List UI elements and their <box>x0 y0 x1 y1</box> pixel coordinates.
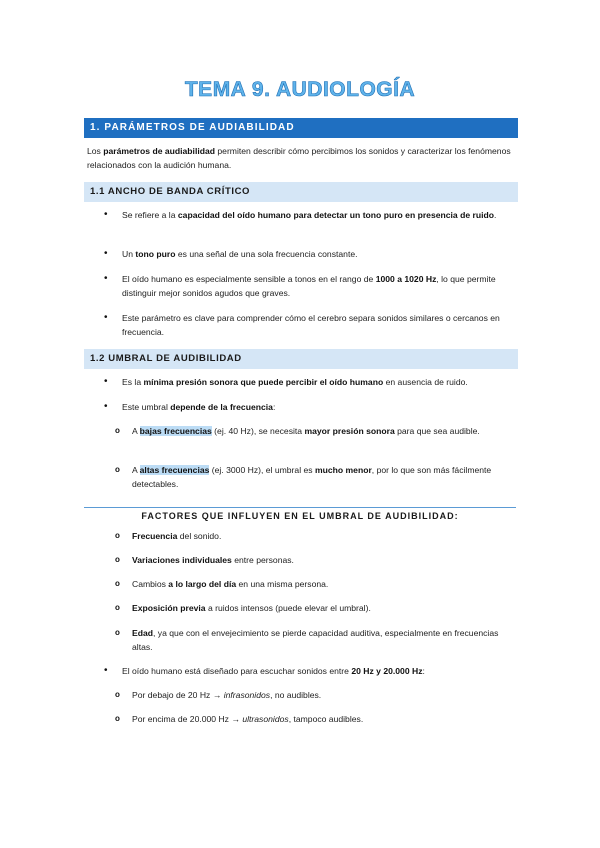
sub-list-item: o Frecuencia del sonido. <box>115 531 222 541</box>
sub-bullet-marker: o <box>115 555 120 564</box>
sub-bullet-marker: o <box>115 714 120 723</box>
list-item: • Este umbral depende de la frecuencia: <box>104 401 276 412</box>
sub-bullet-marker: o <box>115 628 120 637</box>
highlight: bajas frecuencias <box>139 426 212 436</box>
list-item: • Se refiere a la capacidad del oído humano para detectar un tono puro en presencia de ruido. <box>104 209 497 220</box>
sub-bullet-marker: o <box>115 531 120 540</box>
sub-list-item: o Por encima de 20.000 Hz → ultrasonidos, tampoco audibles. <box>115 714 364 724</box>
intro-paragraph: Los parámetros de audiabilidad permiten describir cómo percibimos los sonidos y caracterizar los fenómenos relacionados con la audición humana. <box>87 146 511 170</box>
sub-bullet-marker: o <box>115 465 120 474</box>
bullet-marker: • <box>104 665 108 676</box>
sub-list-item: o Exposición previa a ruidos intensos (puede elevar el umbral). <box>115 603 371 613</box>
bullet-marker: • <box>104 273 108 284</box>
subsection-header-umbral: 1.2 UMBRAL DE AUDIBILIDAD <box>84 349 518 369</box>
sub-list-item: o A altas frecuencias (ej. 3000 Hz), el umbral es mucho menor, por lo que son más fácilmente detectables. <box>115 465 492 489</box>
sub-bullet-marker: o <box>115 426 120 435</box>
bullet-marker: • <box>104 209 108 220</box>
bullet-marker: • <box>104 248 108 259</box>
bullet-marker: • <box>104 312 108 323</box>
sub-list-item: o Edad, ya que con el envejecimiento se pierde capacidad auditiva, especialmente en frecuencias altas. <box>115 628 499 652</box>
bullet-marker: • <box>104 401 108 412</box>
highlight: altas frecuencias <box>139 465 210 475</box>
sub-list-item: o Cambios a lo largo del día en una misma persona. <box>115 579 329 589</box>
sub-list-item: o Por debajo de 20 Hz → infrasonidos, no audibles. <box>115 690 322 700</box>
subsection-header-ancho-banda: 1.1 ANCHO DE BANDA CRÍTICO <box>84 182 518 202</box>
list-item: • El oído humano es especialmente sensible a tonos en el rango de 1000 a 1020 Hz, lo que permite distinguir mejor sonidos agudos que graves. <box>104 273 496 298</box>
list-item: • Un tono puro es una señal de una sola frecuencia constante. <box>104 248 358 259</box>
sub-bullet-marker: o <box>115 579 120 588</box>
sub-list-item: o A bajas frecuencias (ej. 40 Hz), se necesita mayor presión sonora para que sea audible. <box>115 426 480 436</box>
divider <box>84 507 516 508</box>
sub-bullet-marker: o <box>115 690 120 699</box>
sub-bullet-marker: o <box>115 603 120 612</box>
factors-title: FACTORES QUE INFLUYEN EN EL UMBRAL DE AUDIBILIDAD: <box>141 511 459 521</box>
page-title: TEMA 9. AUDIOLOGÍA <box>184 78 416 101</box>
bullet-marker: • <box>104 376 108 387</box>
sub-list-item: o Variaciones individuales entre personas. <box>115 555 294 565</box>
list-item: • El oído humano está diseñado para escuchar sonidos entre 20 Hz y 20.000 Hz: <box>104 665 425 676</box>
section-header: 1. PARÁMETROS DE AUDIABILIDAD <box>84 118 518 138</box>
list-item: • Este parámetro es clave para comprender cómo el cerebro separa sonidos similares o cercanos en frecuencia. <box>104 312 500 337</box>
list-item: • Es la mínima presión sonora que puede percibir el oído humano en ausencia de ruido. <box>104 376 468 387</box>
